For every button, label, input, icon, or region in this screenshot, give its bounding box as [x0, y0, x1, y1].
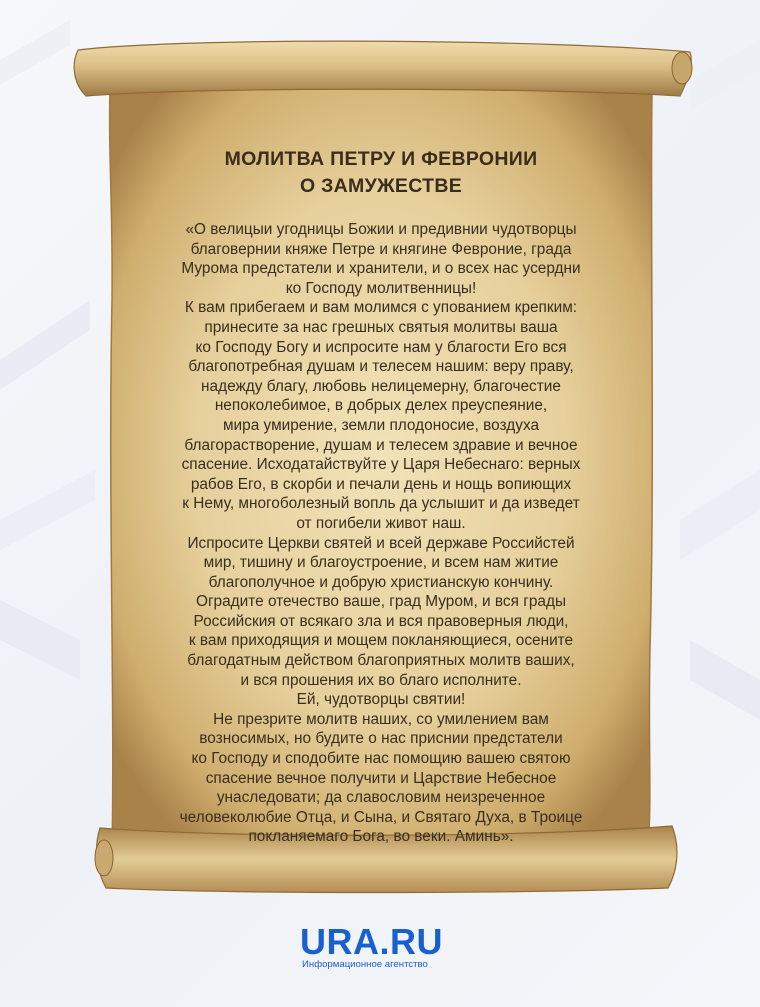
prayer-line: «О велицыи угодницы Божии и предивнии чудотворцы [185, 221, 577, 238]
prayer-line: к вам приходящия и мощем покланяющиеся, осените [188, 632, 574, 650]
prayer-document [150, 146, 612, 847]
prayer-line: спасение вечное получити и Царствие Небесное [205, 769, 557, 787]
prayer-line: принесите за нас грешных святыя молитвы ваша [204, 318, 558, 336]
logo-name: URA.RU [300, 921, 443, 962]
prayer-line: и вся прошения их во благо исполните. [240, 671, 522, 689]
prayer-line: К вам прибегаем и вам молимся с упованием крепким: [184, 299, 578, 317]
prayer-text [150, 220, 612, 847]
document-title [150, 146, 612, 200]
prayer-line: ко Господу и сподобите нас помощию вашею святою [191, 750, 571, 768]
prayer-line: ко Господу молитвенницы! [285, 279, 477, 297]
prayer-line: благопотребная душам и телесем нашим: веру праву, [188, 358, 574, 376]
prayer-line: Оградите отечество ваше, град Муром, и вся грады [195, 593, 567, 611]
prayer-line: благорастворение, душам и телесем здравие и вечное [184, 436, 578, 454]
prayer-line: благовернии княже Петре и княгине Февроние, града [190, 240, 572, 258]
title-line-1: МОЛИТВА ПЕТРУ И ФЕВРОНИИ [224, 148, 538, 170]
prayer-line: благодатным действом благоприятных молитв ваших, [187, 652, 575, 670]
prayer-line: Испросите Церкви святей и всей державе Российстей [187, 534, 575, 552]
prayer-line: унаследовати; да славословим неизреченное [216, 789, 546, 807]
prayer-line: покланяемаго Бога, во веки. Аминь». [248, 828, 514, 846]
prayer-line: мир, тишину и благоустроение, и всем нам житие [203, 554, 559, 572]
prayer-line: непоколебимое, в добрых делех преуспеяние, [214, 397, 548, 415]
prayer-line: надежду благу, любовь нелицемерну, благочестие [201, 377, 561, 395]
prayer-line: Не презрите молитв наших, со умилением вам [213, 710, 549, 728]
logo-subtitle: Информационное агентство [302, 959, 428, 970]
prayer-line: ко Господу Богу и испросите нам у благости Его вся [195, 338, 567, 356]
prayer-line: мира умирение, земли плодоносие, воздуха [222, 416, 540, 434]
prayer-line: спасение. Исходатайствуйте у Царя Небеснаго: верных [181, 456, 581, 474]
prayer-line: возносимых, но будите о нас приснии предстатели [199, 730, 563, 748]
prayer-line: Ей, чудотворцы святии! [296, 691, 466, 709]
prayer-line: человеколюбие Отца, и Сына, и Святаго Духа, в Троице [179, 808, 583, 826]
prayer-line: рабов Его, в скорби и печали день и нощь вопиющих [190, 475, 572, 493]
prayer-line: Мурома предстатели и хранители, и о всех нас усердни [181, 260, 581, 278]
prayer-line: от погибели живот наш. [296, 514, 466, 532]
title-line-2: О ЗАМУЖЕСТВЕ [299, 175, 463, 197]
prayer-line: к Нему, многоболезный вопль да услышит и да изведет [182, 495, 580, 513]
ura-ru-logo[interactable] [300, 921, 462, 971]
prayer-line: благополучное и добрую христианскую кончину. [208, 573, 554, 591]
prayer-line: Российския от всякаго зла и вся правоверныя люди, [193, 612, 569, 630]
